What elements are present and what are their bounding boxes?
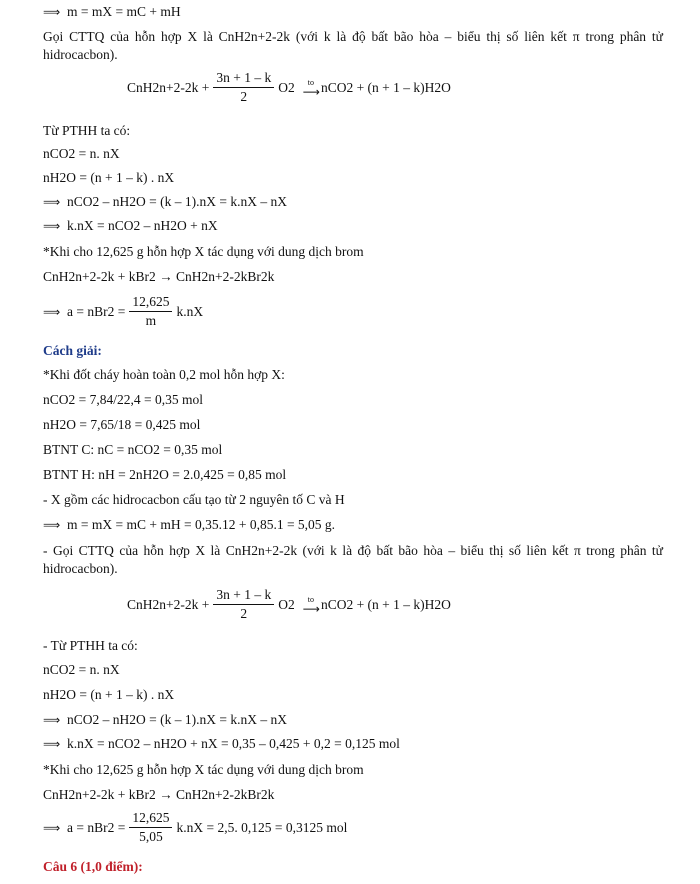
line-knx-value: ⟹ k.nX = nCO2 – nH2O + nX = 0,35 – 0,425 + 0,2 = 0,125 mol [43,736,400,751]
line-nh2o: nH2O = (n + 1 – k) . nX [43,170,175,185]
line-general-formula-2-cont: hidrocacbon). [43,561,118,576]
line-nco2-2: nCO2 = n. nX [43,662,120,677]
line-btnt-c: BTNT C: nC = nCO2 = 0,35 mol [43,442,223,457]
implies-icon: ⟹ [43,304,61,319]
line-btnt-h: BTNT H: nH = 2nH2O = 2.0,425 = 0,85 mol [43,467,287,482]
next-question-heading: Câu 6 (1,0 điểm): [43,859,143,874]
line-from-equation: Từ PTHH ta có: [43,123,131,138]
line-bromine-intro: *Khi cho 12,625 g hỗn hợp X tác dụng với dung dịch brom [43,244,364,259]
bromine-amount-formula: ⟹ a = nBr2 = $\frac{12,625}{m}$ k.nX [43,294,204,328]
heat-arrow-icon: to ⟶ [302,77,319,99]
line-general-formula: Gọi CTTQ của hỗn hợp X là CnH2n+2-2k (với k là độ bất bão hòa – biểu thị số liên kết π trong phân tử [43,29,663,44]
line-combustion-intro: *Khi đốt cháy hoàn toàn 0,2 mol hỗn hợp X: [43,367,285,382]
solution-heading: Cách giải: [43,343,102,358]
line-knx: ⟹ k.nX = nCO2 – nH2O + nX [43,218,218,233]
implies-icon: ⟹ [43,5,61,19]
line-bromine-equation: CnH2n+2-2k + kBr2 → CnH2n+2-2kBr2k [43,269,275,284]
heat-arrow-icon: to ⟶ [302,594,319,616]
implies-icon: ⟹ [43,518,61,532]
line-mass-value: ⟹ m = mX = mC + mH = 0,35.12 + 0,85.1 = 5,05 g. [43,517,336,532]
line-difference: ⟹ nCO2 – nH2O = (k – 1).nX = k.nX – nX [43,194,287,209]
oxygen-coefficient-fraction-2: $\frac{3n + 1 - k}{2}$ [213,587,274,622]
line-composition: - X gồm các hidrocacbon cấu tạo từ 2 nguyên tố C và H [43,492,345,507]
line-general-formula-2: - Gọi CTTQ của hỗn hợp X là CnH2n+2-2k (với k là độ bất bão hòa – biểu thị số liên kết π trong phân tử [43,543,663,558]
line-bromine-equation-2: CnH2n+2-2k + kBr2 → CnH2n+2-2kBr2k [43,787,275,802]
combustion-equation: CnH2n+2-2k + $\frac{3n + 1 - k}{2}$ O2 to ⟶ nCO2 + (n + 1 – k)H2O [127,70,451,104]
line-from-equation-2: - Từ PTHH ta có: [43,638,138,653]
line-nco2: nCO2 = n. nX [43,146,120,161]
implies-icon: ⟹ [43,713,61,727]
combustion-equation-2: CnH2n+2-2k + $\frac{3n + 1 - k}{2}$ O2 to ⟶ nCO2 + (n + 1 – k)H2O [127,587,451,621]
implies-icon: ⟹ [43,820,61,835]
line-nco2-value: nCO2 = 7,84/22,4 = 0,35 mol [43,392,203,407]
line-nh2o-value: nH2O = 7,65/18 = 0,425 mol [43,417,201,432]
implies-icon: ⟹ [43,737,61,751]
mass-ratio-fraction-2: $\frac{12,625}{5,05}$ [129,810,172,845]
oxygen-coefficient-fraction: $\frac{3n + 1 - k}{2}$ [213,70,274,105]
mass-ratio-fraction: $\frac{12,625}{m}$ [129,294,172,329]
implies-icon: ⟹ [43,219,61,233]
line-general-formula-cont: hidrocacbon). [43,47,118,62]
line-mass-sum: ⟹ m = mX = mC + mH [43,4,181,19]
implies-icon: ⟹ [43,195,61,209]
bromine-amount-result: ⟹ a = nBr2 = $\frac{12,625}{5,05}$ k.nX = 2,5. 0,125 = 0,3125 mol [43,810,348,844]
line-nh2o-2: nH2O = (n + 1 – k) . nX [43,687,175,702]
line-bromine-intro-2: *Khi cho 12,625 g hỗn hợp X tác dụng với dung dịch brom [43,762,364,777]
line-difference-2: ⟹ nCO2 – nH2O = (k – 1).nX = k.nX – nX [43,712,287,727]
